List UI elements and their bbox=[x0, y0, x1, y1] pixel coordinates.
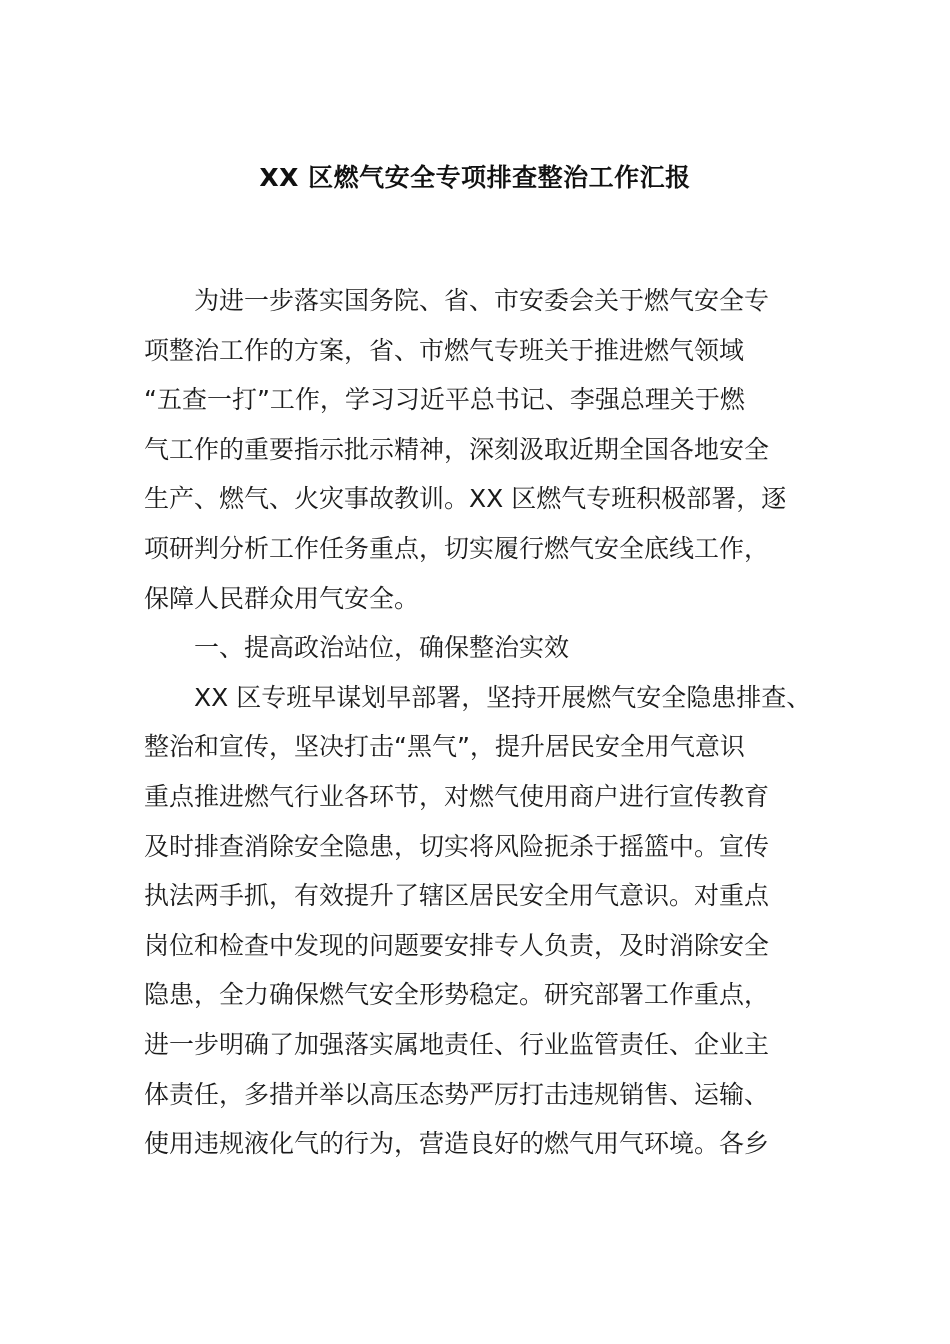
section-heading bbox=[144, 623, 814, 673]
section-heading-line: 一、提高政治站位，确保整治实效 bbox=[194, 633, 570, 663]
document-body bbox=[144, 276, 814, 1169]
paragraph-line: 及时排查消除安全隐患，切实将风险扼杀于摇篮中。宣传 bbox=[144, 831, 770, 861]
paragraph-line: 整治和宣传，坚决打击“黑气”，提升居民安全用气意识 bbox=[144, 732, 745, 762]
paragraph-line: 体责任，多措并举以高压态势严厉打击违规销售、运输、 bbox=[144, 1079, 770, 1109]
document-title: XX 区燃气安全专项排查整治工作汇报 bbox=[259, 163, 691, 192]
paragraph-line: 隐患，全力确保燃气安全形势稳定。研究部署工作重点， bbox=[144, 980, 770, 1010]
paragraph-intro bbox=[144, 276, 814, 623]
paragraph-section-one bbox=[144, 673, 814, 1169]
paragraph-line: 生产、燃气、火灾事故教训。XX 区燃气专班积极部署，逐 bbox=[144, 484, 787, 514]
paragraph-line: 保障人民群众用气安全。 bbox=[144, 583, 420, 613]
paragraph-line: 项研判分析工作任务重点，切实履行燃气安全底线工作， bbox=[144, 533, 770, 563]
paragraph-line: 气工作的重要指示批示精神，深刻汲取近期全国各地安全 bbox=[144, 434, 770, 464]
paragraph-line: “五查一打”工作，学习习近平总书记、李强总理关于燃 bbox=[144, 385, 745, 415]
paragraph-line: 岗位和检查中发现的问题要安排专人负责，及时消除安全 bbox=[144, 930, 770, 960]
paragraph-line: 为进一步落实国务院、省、市安委会关于燃气安全专 bbox=[194, 286, 770, 315]
paragraph-line: 执法两手抓，有效提升了辖区居民安全用气意识。对重点 bbox=[144, 881, 770, 911]
paragraph-line: 重点推进燃气行业各环节，对燃气使用商户进行宣传教育 bbox=[144, 781, 770, 811]
paragraph-line: XX 区专班早谋划早部署，坚持开展燃气安全隐患排查、 bbox=[194, 682, 812, 712]
paragraph-line: 项整治工作的方案，省、市燃气专班关于推进燃气领域 bbox=[144, 335, 745, 365]
paragraph-line: 进一步明确了加强落实属地责任、行业监管责任、企业主 bbox=[144, 1029, 770, 1059]
paragraph-line: 使用违规液化气的行为，营造良好的燃气用气环境。各乡 bbox=[144, 1129, 770, 1159]
